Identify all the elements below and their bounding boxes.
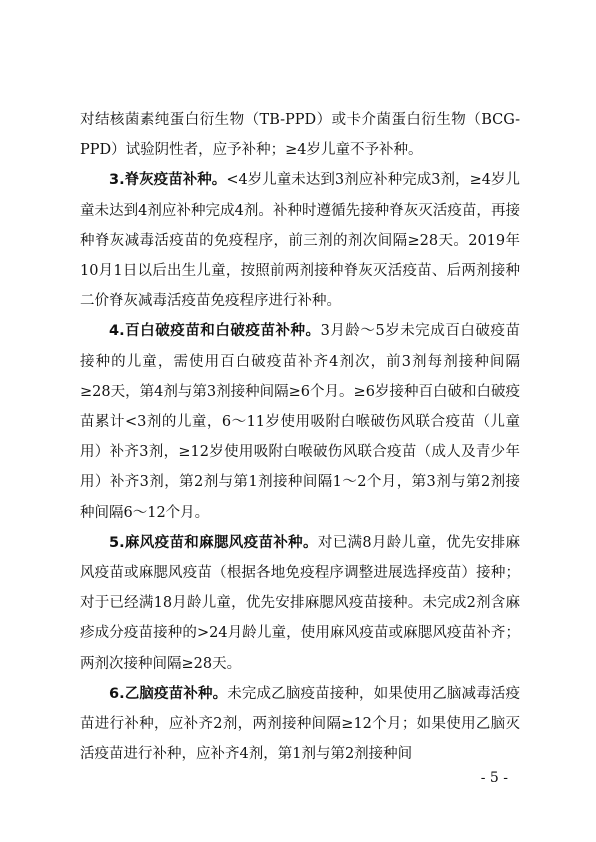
document-body bbox=[80, 105, 520, 769]
paragraph-mr-mmr-catchup bbox=[80, 528, 520, 679]
section-heading: 4.百白破疫苗和白破疫苗补种。 bbox=[109, 323, 321, 340]
paragraph-text: 3月龄～5岁未完成百白破疫苗接种的儿童，需使用百白破疫苗补齐4剂次，前3剂每剂接种间隔≥28天，第4剂与第3剂接种间隔≥6个月。≥6岁接种百白破和白破疫苗累计<3剂的儿童，6～11岁使用吸附白喉破伤风联合疫苗（儿童用）补齐3剂，≥12岁使用吸附白喉破伤风联合疫苗（成人及青少年用）补齐3剂，第2剂与第1剂接种间隔1～2个月，第3剂与第2剂接种间隔6～12个月。 bbox=[80, 323, 520, 521]
paragraph-text: 对已满8月龄儿童，优先安排麻风疫苗或麻腮风疫苗（根据各地免疫程序调整进展选择疫苗）接种；对于已经满18月龄儿童，优先安排麻腮风疫苗接种。未完成2剂含麻疹成分疫苗接种的>24月龄儿童，使用麻风疫苗或麻腮风疫苗补齐；两剂次接种间隔≥28天。 bbox=[80, 534, 520, 672]
paragraph-je-catchup bbox=[80, 679, 520, 770]
section-heading: 5.麻风疫苗和麻腮风疫苗补种。 bbox=[109, 534, 318, 551]
paragraph-text: 未完成乙脑疫苗接种，如果使用乙脑减毒活疫苗进行补种，应补齐2剂，两剂接种间隔≥12个月；如果使用乙脑灭活疫苗进行补种，应补齐4剂，第1剂与第2剂接种间 bbox=[80, 685, 520, 763]
section-heading: 3.脊灰疫苗补种。 bbox=[109, 172, 227, 189]
paragraph-polio-catchup bbox=[80, 165, 520, 316]
paragraph-text: 对结核菌素纯蛋白衍生物（TB-PPD）或卡介菌蛋白衍生物（BCG-PPD）试验阴性者，应予补种；≥4岁儿童不予补种。 bbox=[80, 112, 520, 159]
paragraph-text: <4岁儿童未达到3剂应补种完成3剂，≥4岁儿童未达到4剂应补种完成4剂。补种时遵循先接种脊灰灭活疫苗，再接种脊灰减毒活疫苗的免疫程序，前三剂的剂次间隔≥28天。2019年10月1日以后出生儿童，按照前两剂接种脊灰灭活疫苗、后两剂接种二价脊灰减毒活疫苗免疫程序进行补种。 bbox=[80, 172, 520, 310]
paragraph-dtp-catchup bbox=[80, 316, 520, 527]
paragraph-bcg-continuation bbox=[80, 105, 520, 165]
page-number: - 5 - bbox=[480, 770, 508, 786]
section-heading: 6.乙脑疫苗补种。 bbox=[109, 685, 228, 702]
